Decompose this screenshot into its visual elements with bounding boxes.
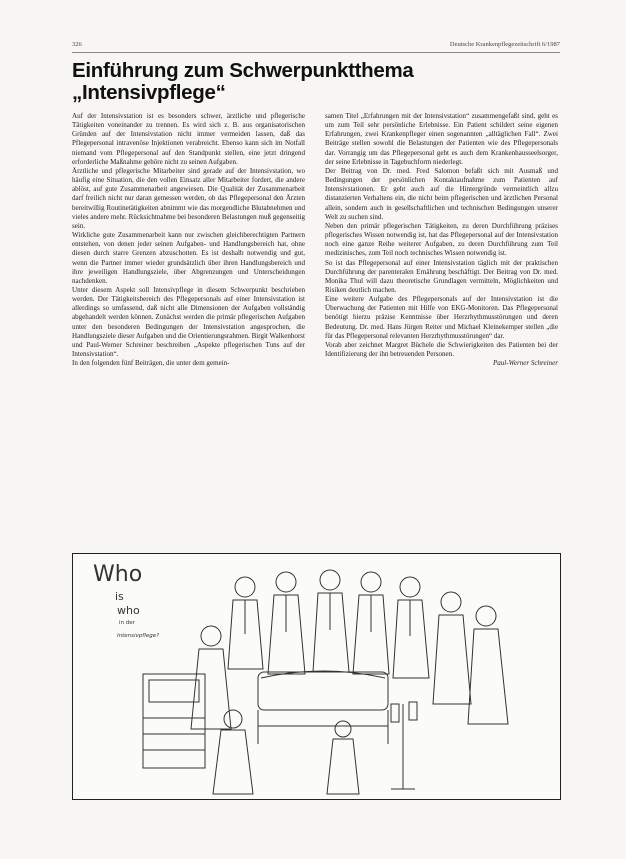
right-paragraph-3: Neben den primär pflegerischen Tätigkeiten, zu deren Durchführung präzises pflegerisches Wissen notwendig ist, hat das Pflegepersonal auf der Intensivstation noch eine ganze Reihe weiterer Aufgaben, zu deren Durchführung zum Teil medizinisches, zum Teil noch technisches Wissen notwendig ist. bbox=[325, 221, 558, 258]
staff-figure-9 bbox=[327, 721, 359, 794]
right-paragraph-2: Der Beitrag von Dr. med. Fred Salomon befaßt sich mit Ausmaß und Bedingungen der persönlichen Kontaktaufnahme zum Patienten auf Intensivstationen. Er geht auch auf die Hintergründe vermeintlich allzu distanzierten Verhaltens ein, die nicht beim pflegerischen und ärztlichen Personal allein, sondern auch in gesellschaftlichen und technischen Bedingungen unserer Welt zu suchen sind. bbox=[325, 166, 558, 221]
left-paragraph-4: Unter diesem Aspekt soll Intensivpflege in diesem Schwerpunkt beschrieben werden. Der Tätigkeitsbereich des Pflegepersonals auf einer Intensivstation ist allerdings so umfassend, daß nicht alle Dimensionen der Aufgaben vollständig abgehandelt werden können. Zunächst werden die primär pflegerischen Aufgaben unter den besonderen Bedingungen der Intensivstation angesprochen, die Handlungsziele dieser Aufgaben und die Orientierungsrahmen. Birgit Walkenhorst und Paul-Werner Schreiner beschreiben „Aspekte pflegerischen Tuns auf der Intensivstation“. bbox=[72, 285, 305, 359]
title-line-2: „Intensivpflege“ bbox=[72, 81, 226, 104]
page-number: 326 bbox=[72, 41, 82, 48]
right-paragraph-5: Eine weitere Aufgabe des Pflegepersonals auf der Intensivstation ist die Überwachung der Patienten mit Hilfe von EKG-Monitoren. Das Pflegepersonal benötigt hierzu präzise Kenntnisse über Herzrhythmusstörungen und deren Bedeutung. Dr. med. Hans Jürgen Reiter und Michael Kleinekemper stellen „die für das Pflegepersonal relevanten Herzrhythmusstörungen“ dar. bbox=[325, 295, 558, 340]
infusion-stand bbox=[391, 702, 417, 789]
caption-who-2: who bbox=[117, 604, 140, 617]
right-column bbox=[325, 112, 558, 368]
staff-figure-4 bbox=[353, 572, 389, 674]
left-paragraph-5: In den folgenden fünf Beiträgen, die unter dem gemein- bbox=[72, 359, 230, 368]
staff-figure-5 bbox=[393, 577, 429, 678]
journal-reference: Deutsche Krankenpflegezeitschrift 6/1987 bbox=[449, 41, 560, 48]
caption-who: Who bbox=[93, 562, 143, 587]
staff-figure-7 bbox=[468, 606, 508, 724]
cartoon-illustration bbox=[72, 553, 561, 800]
header-rule bbox=[72, 52, 560, 53]
staff-figure-6 bbox=[433, 592, 471, 704]
title-line-1: Einführung zum Schwerpunktthema bbox=[72, 59, 414, 82]
left-paragraph-2: Ärztliche und pflegerische Mitarbeiter sind gerade auf der Intensivstation, wo häufig eine Situation, die den vollen Einsatz aller Mitarbeiter fordert, die andere ablöst, auf gute Zusammenarbeit angewiesen. Die Qualität der Zusammenarbeit darf freilich nicht nur daran gemessen werden, ob das Pflegepersonal den Ärzten bereitwillig Routinetätigkeiten abnimmt wie das morgendliche Blutabnehmen und vieles andere mehr. Rücksichtnahme bei besonderen Belastungen muß gegenseitig sein. bbox=[72, 166, 305, 230]
staff-figure-3 bbox=[313, 570, 349, 672]
right-paragraph-6: Vorab aber zeichnet Margret Büchele die Schwierigkeiten des Patienten bei der Identifizierung der ihn betreuenden Personen. bbox=[325, 340, 558, 359]
monitor-equipment bbox=[143, 674, 205, 768]
right-paragraph-1: samen Titel „Erfahrungen mit der Intensivstation“ zusammengefaßt sind, geht es um zum Teil sehr persönliche Erlebnisse. Ein Patient schildert seine eigenen Erfahrungen, zwei Krankenpfleger einen sogenannten „alltäglichen Fall“. Zwei Beiträge stellen sowohl die Belastungen der Patienten wie des Pflegepersonals dar. Vorrangig um das Pflegepersonal geht es auch dem Krankenhausseelsorger, der seine Erlebnisse in Tagebuchform niederlegt. bbox=[325, 112, 558, 166]
article-title bbox=[72, 60, 560, 104]
left-paragraph-3: Wirkliche gute Zusammenarbeit kann nur zwischen gleichberechtigten Partnern entstehen, von denen jeder seinen Aufgaben- und Handlungsbereich hat, ohne diesen durch starre Grenzen abzuschotten. Es ist deshalb notwendig und gut, wenn die Partner immer wieder grundsätzlich über ihren Handlungsbereich und ihre jeweiligen Handlungsziele, über Abgrenzungen und Unterscheidungen nachdenken. bbox=[72, 231, 305, 285]
author-signature: Paul-Werner Schreiner bbox=[492, 359, 558, 368]
caption-intensivpflege: Intensivpflege? bbox=[117, 633, 160, 639]
staff-figure-8 bbox=[191, 626, 231, 729]
patient-bed bbox=[258, 671, 388, 744]
caption-in-der: in der bbox=[119, 620, 135, 626]
caption-is: is bbox=[115, 590, 124, 603]
left-paragraph-1: Auf der Intensivstation ist es besonders schwer, ärztliche und pflegerische Tätigkeiten voneinander zu trennen. Es wird sich z. B. aus organisatorischen Gründen auf der Intensivstation nicht immer vermeiden lassen, daß das Pflegepersonal intravenöse Injektionen verabreicht. Ebenso kann sich im Notfall niemand vom Pflegepersonal auf den Standpunkt stellen, eine jetzt dringend erforderliche Maßnahme gehöre nicht zu seinen Aufgaben. bbox=[72, 112, 305, 166]
staff-figure-1 bbox=[228, 577, 263, 669]
staff-figure-2 bbox=[268, 572, 305, 674]
cartoon-drawing bbox=[73, 554, 561, 800]
right-paragraph-4: So ist das Pflegepersonal auf einer Intensivstation täglich mit der praktischen Durchführung der parenteralen Ernährung beschäftigt. Der Beitrag von Dr. med. Monika Thul will dazu theoretische Grundlagen vermitteln, Möglichkeiten und Risiken deutlich machen. bbox=[325, 258, 558, 294]
left-column bbox=[72, 112, 305, 368]
staff-figure-10 bbox=[213, 710, 253, 794]
